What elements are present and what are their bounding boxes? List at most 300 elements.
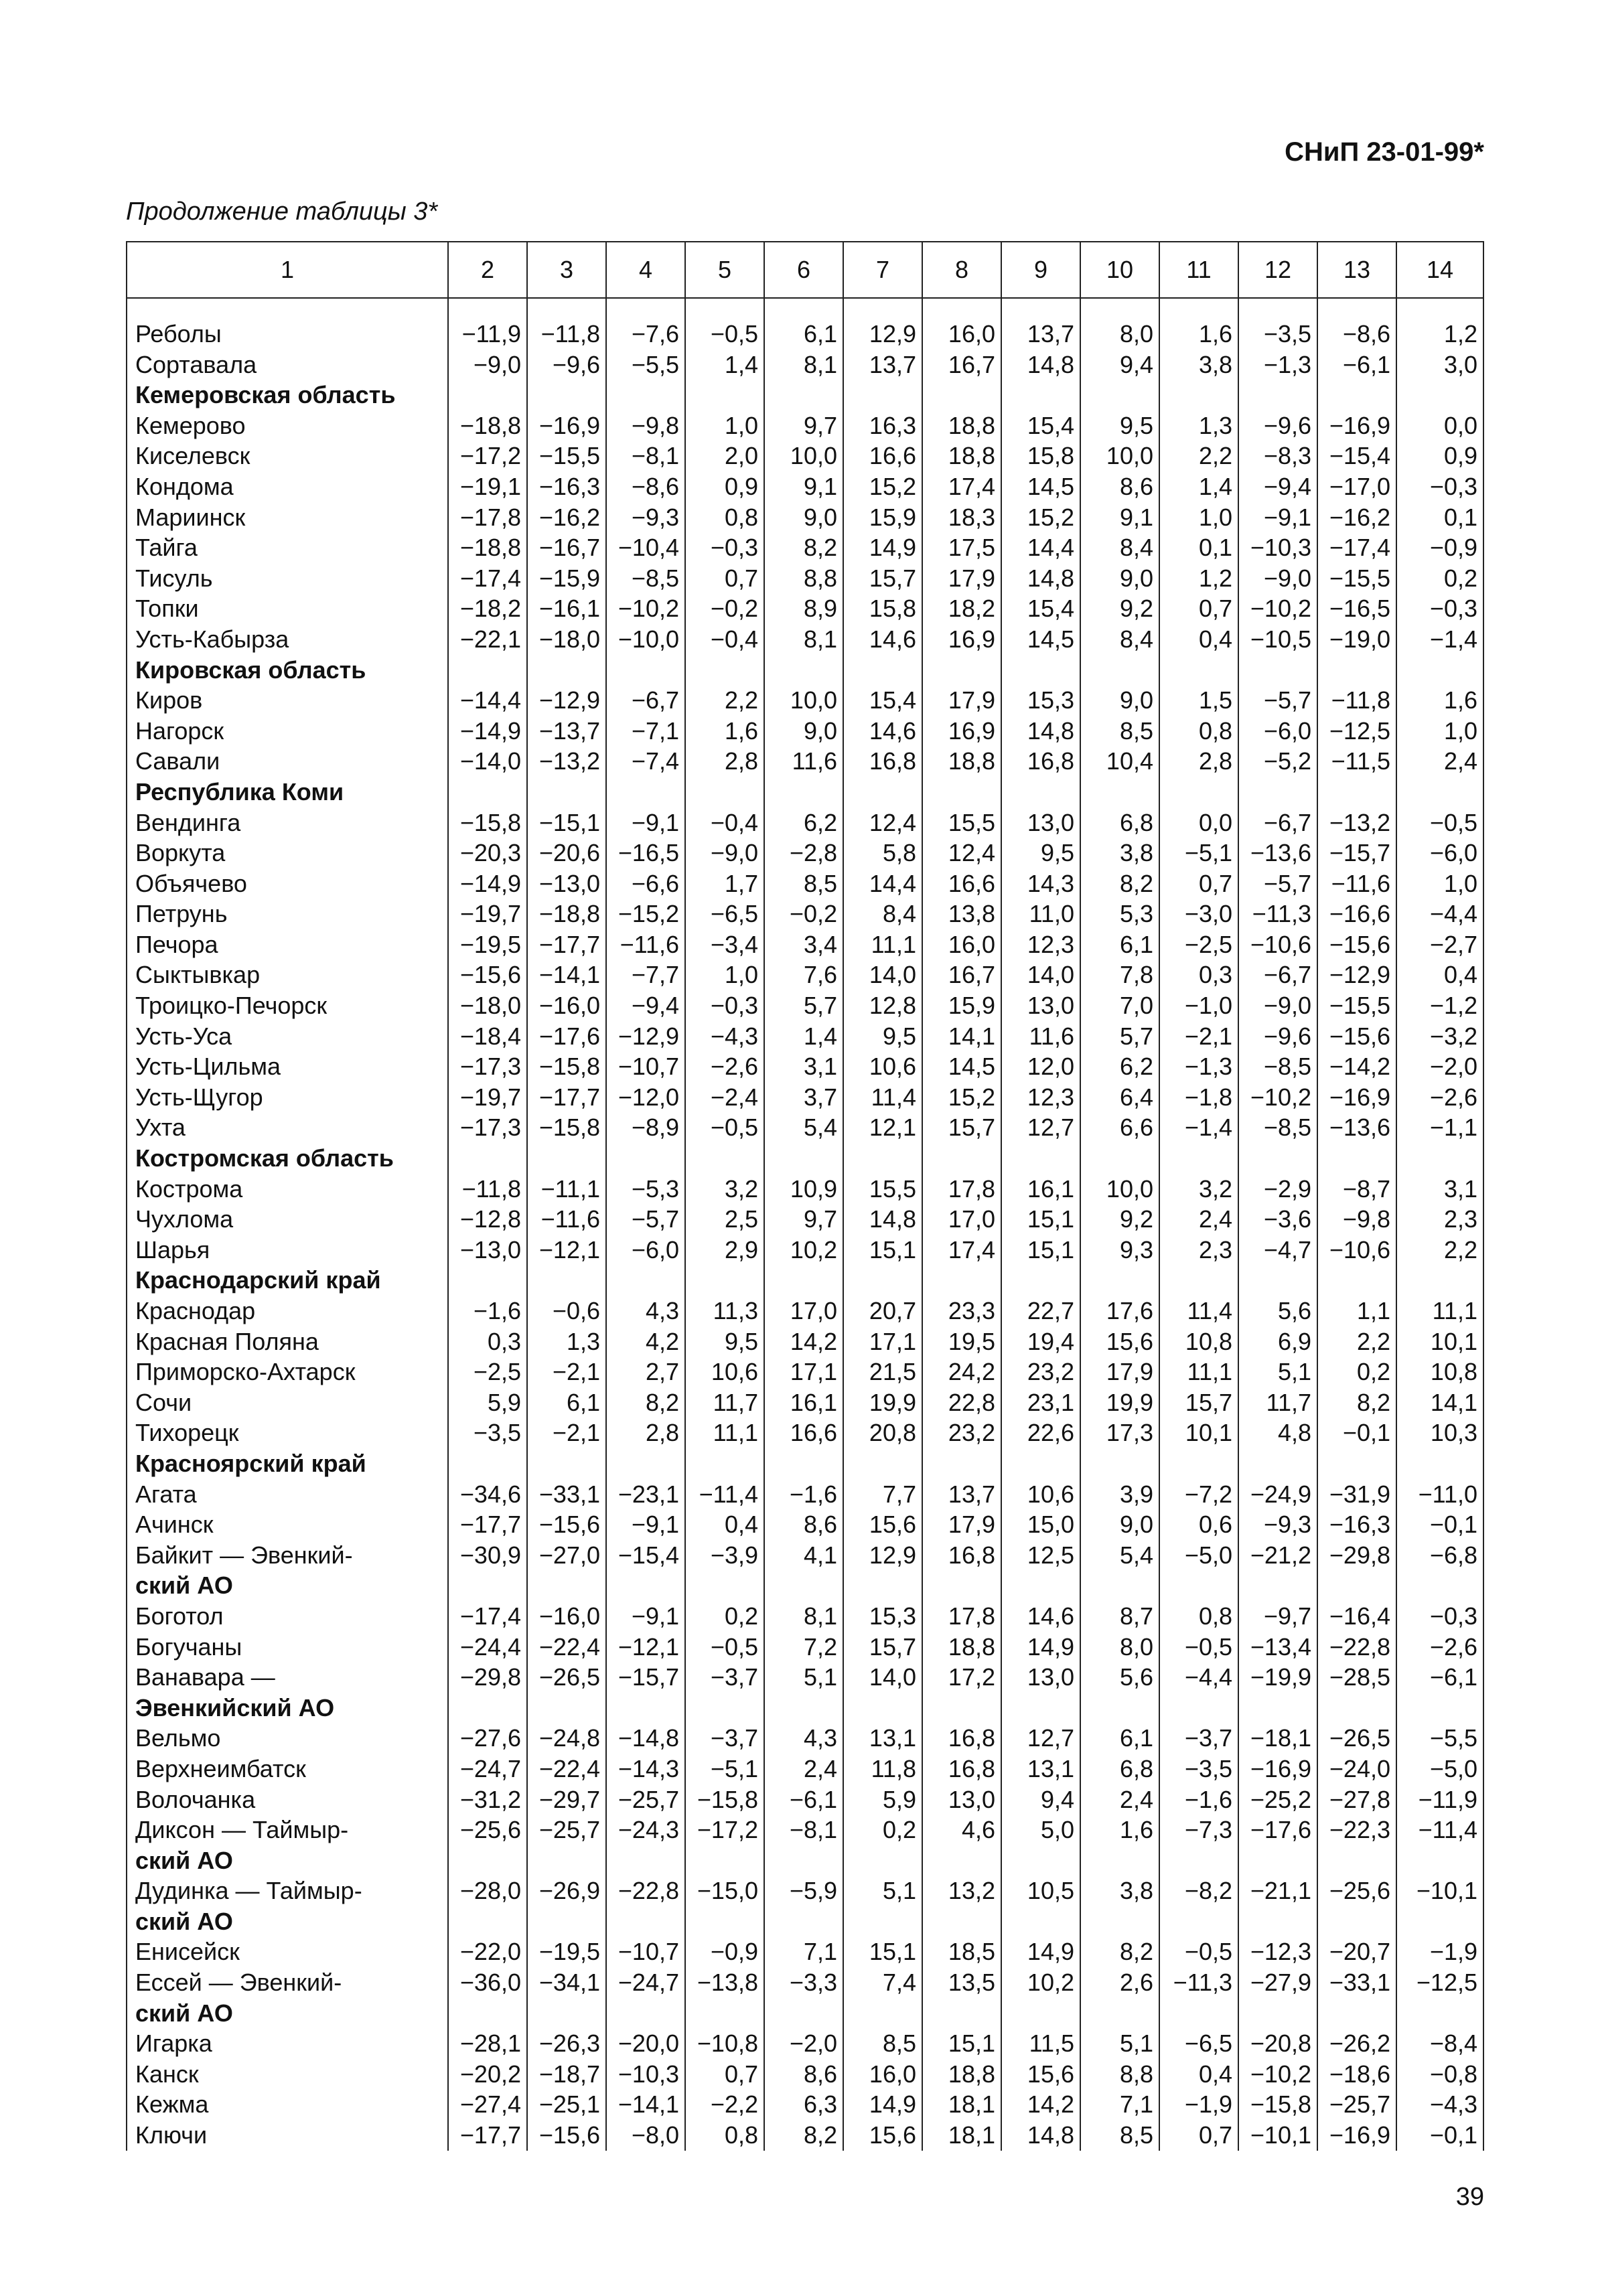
value-cell: 17,3 <box>1080 1418 1159 1448</box>
value-cell <box>764 1906 843 1937</box>
value-cell: 12,8 <box>843 990 922 1021</box>
value-cell: −7,7 <box>606 960 685 990</box>
value-cell: 14,5 <box>922 1051 1001 1082</box>
value-cell: −16,4 <box>1317 1601 1396 1632</box>
value-cell: 15,7 <box>843 563 922 594</box>
value-cell <box>1001 1448 1080 1479</box>
value-cell: −22,8 <box>1317 1632 1396 1663</box>
value-cell: −0,5 <box>1159 1936 1238 1967</box>
value-cell: −13,2 <box>1317 808 1396 838</box>
value-cell: 10,9 <box>764 1174 843 1205</box>
value-cell: −10,6 <box>1238 929 1317 960</box>
value-cell <box>606 655 685 686</box>
region-heading: Красноярский край <box>127 1448 448 1479</box>
location-name: Боготол <box>127 1601 448 1632</box>
value-cell: 7,8 <box>1080 960 1159 990</box>
value-cell: 8,1 <box>764 1601 843 1632</box>
value-cell: 17,1 <box>843 1326 922 1357</box>
value-cell: 1,0 <box>685 410 764 441</box>
value-cell: −6,0 <box>1238 716 1317 747</box>
value-cell: −7,6 <box>606 319 685 350</box>
value-cell: 14,9 <box>1001 1632 1080 1663</box>
table-row <box>127 1784 1483 1815</box>
value-cell: −14,8 <box>606 1723 685 1754</box>
value-cell: 14,9 <box>843 2089 922 2120</box>
value-cell: 14,0 <box>843 960 922 990</box>
value-cell: 10,8 <box>1159 1326 1238 1357</box>
value-cell: −9,7 <box>1238 1601 1317 1632</box>
value-cell: −0,3 <box>1396 471 1483 502</box>
value-cell: −15,4 <box>606 1540 685 1571</box>
value-cell <box>1317 1570 1396 1601</box>
value-cell: 8,5 <box>1080 716 1159 747</box>
location-name: Сочи <box>127 1387 448 1418</box>
value-cell: 6,1 <box>1080 929 1159 960</box>
value-cell: 15,7 <box>1159 1387 1238 1418</box>
value-cell: −8,9 <box>606 1112 685 1143</box>
value-cell: 0,4 <box>685 1509 764 1540</box>
value-cell: 14,5 <box>1001 624 1080 655</box>
value-cell: 18,2 <box>922 593 1001 624</box>
value-cell <box>1159 1448 1238 1479</box>
value-cell: −16,2 <box>1317 502 1396 533</box>
value-cell: −22,1 <box>448 624 527 655</box>
value-cell: 17,8 <box>922 1601 1001 1632</box>
table-row <box>127 1112 1483 1143</box>
value-cell: 14,3 <box>1001 868 1080 899</box>
value-cell: −5,2 <box>1238 746 1317 777</box>
value-cell <box>764 1448 843 1479</box>
value-cell: −12,3 <box>1238 1936 1317 1967</box>
value-cell: −2,6 <box>685 1051 764 1082</box>
value-cell: −22,0 <box>448 1936 527 1967</box>
location-name: Мариинск <box>127 502 448 533</box>
value-cell: 1,6 <box>1159 319 1238 350</box>
value-cell <box>1080 1693 1159 1724</box>
section-row <box>127 655 1483 686</box>
value-cell: −18,8 <box>448 532 527 563</box>
value-cell <box>1317 1906 1396 1937</box>
value-cell: 16,0 <box>922 319 1001 350</box>
value-cell: 23,2 <box>1001 1357 1080 1387</box>
value-cell: 14,8 <box>1001 2120 1080 2151</box>
column-header: 6 <box>764 242 843 298</box>
value-cell: −0,6 <box>527 1296 606 1326</box>
value-cell <box>764 655 843 686</box>
value-cell <box>1396 1570 1483 1601</box>
value-cell: −18,6 <box>1317 2059 1396 2090</box>
value-cell: −17,6 <box>527 1021 606 1052</box>
value-cell: 0,9 <box>1396 441 1483 471</box>
value-cell <box>1159 1998 1238 2029</box>
value-cell <box>527 655 606 686</box>
location-name: ский АО <box>127 1845 448 1876</box>
table-row <box>127 1845 1483 1876</box>
value-cell: −15,0 <box>685 1876 764 1906</box>
value-cell <box>922 1693 1001 1724</box>
value-cell <box>764 777 843 808</box>
value-cell <box>448 1143 527 1174</box>
value-cell: −9,0 <box>1238 990 1317 1021</box>
value-cell <box>1238 1448 1317 1479</box>
table-row <box>127 1754 1483 1784</box>
value-cell: 9,5 <box>843 1021 922 1052</box>
value-cell: −22,4 <box>527 1632 606 1663</box>
value-cell: 0,8 <box>1159 716 1238 747</box>
value-cell: 17,9 <box>1080 1357 1159 1387</box>
value-cell <box>843 777 922 808</box>
value-cell: −9,6 <box>1238 410 1317 441</box>
value-cell <box>843 1265 922 1296</box>
value-cell: 16,3 <box>843 410 922 441</box>
value-cell: −15,6 <box>448 960 527 990</box>
value-cell <box>448 1570 527 1601</box>
value-cell: 4,6 <box>922 1815 1001 1845</box>
value-cell: −13,8 <box>685 1967 764 1998</box>
value-cell: 13,2 <box>922 1876 1001 1906</box>
value-cell <box>843 655 922 686</box>
value-cell: −4,4 <box>1159 1662 1238 1693</box>
value-cell: 0,3 <box>448 1326 527 1357</box>
value-cell: 1,3 <box>527 1326 606 1357</box>
value-cell: 14,4 <box>843 868 922 899</box>
location-name: Усть-Щугор <box>127 1082 448 1113</box>
value-cell: −3,5 <box>448 1418 527 1448</box>
value-cell: 22,7 <box>1001 1296 1080 1326</box>
value-cell: 14,6 <box>1001 1601 1080 1632</box>
value-cell <box>1317 777 1396 808</box>
value-cell <box>922 777 1001 808</box>
value-cell: −33,1 <box>1317 1967 1396 1998</box>
value-cell: 17,1 <box>764 1357 843 1387</box>
value-cell: 8,7 <box>1080 1601 1159 1632</box>
value-cell: −24,8 <box>527 1723 606 1754</box>
value-cell: 0,7 <box>1159 868 1238 899</box>
value-cell: −11,3 <box>1159 1967 1238 1998</box>
value-cell: −10,7 <box>606 1051 685 1082</box>
table-row <box>127 1723 1483 1754</box>
value-cell: −15,8 <box>527 1112 606 1143</box>
value-cell: −11,8 <box>527 319 606 350</box>
value-cell: 1,0 <box>685 960 764 990</box>
value-cell: 15,1 <box>1001 1204 1080 1235</box>
value-cell: 2,8 <box>606 1418 685 1448</box>
location-name: Богучаны <box>127 1632 448 1663</box>
value-cell: 1,0 <box>1396 716 1483 747</box>
value-cell: 6,3 <box>764 2089 843 2120</box>
value-cell: −3,6 <box>1238 1204 1317 1235</box>
value-cell: −15,1 <box>527 808 606 838</box>
value-cell: −15,5 <box>1317 563 1396 594</box>
value-cell: 5,9 <box>448 1387 527 1418</box>
location-name: Сортавала <box>127 350 448 380</box>
value-cell: 11,4 <box>843 1082 922 1113</box>
value-cell: 11,0 <box>1001 899 1080 929</box>
value-cell: 1,0 <box>1396 868 1483 899</box>
value-cell: −24,7 <box>606 1967 685 1998</box>
value-cell: 16,8 <box>843 746 922 777</box>
value-cell: 10,1 <box>1396 1326 1483 1357</box>
value-cell: −6,5 <box>685 899 764 929</box>
value-cell: 7,1 <box>764 1936 843 1967</box>
table-row <box>127 868 1483 899</box>
table-row <box>127 990 1483 1021</box>
value-cell: 0,7 <box>1159 593 1238 624</box>
table-row <box>127 1936 1483 1967</box>
value-cell <box>448 1448 527 1479</box>
value-cell: −4,3 <box>1396 2089 1483 2120</box>
table-row <box>127 532 1483 563</box>
value-cell: −0,3 <box>1396 593 1483 624</box>
value-cell: −25,7 <box>606 1784 685 1815</box>
value-cell: −20,8 <box>1238 2028 1317 2059</box>
value-cell: −21,2 <box>1238 1540 1317 1571</box>
value-cell: −3,9 <box>685 1540 764 1571</box>
value-cell: 14,8 <box>1001 350 1080 380</box>
value-cell: −12,1 <box>527 1235 606 1266</box>
location-name: Байкит — Эвенкий- <box>127 1540 448 1571</box>
value-cell: −9,8 <box>606 410 685 441</box>
table-row <box>127 1296 1483 1326</box>
value-cell: −8,6 <box>1317 319 1396 350</box>
value-cell: 5,6 <box>1238 1296 1317 1326</box>
section-row <box>127 380 1483 410</box>
value-cell: −9,4 <box>1238 471 1317 502</box>
location-name: ский АО <box>127 1998 448 2029</box>
value-cell: −12,8 <box>448 1204 527 1235</box>
value-cell: 0,6 <box>1159 1509 1238 1540</box>
value-cell: −31,9 <box>1317 1479 1396 1510</box>
value-cell <box>1317 1448 1396 1479</box>
value-cell: 14,2 <box>1001 2089 1080 2120</box>
value-cell: −10,3 <box>606 2059 685 2090</box>
value-cell: −0,5 <box>685 319 764 350</box>
value-cell: −15,5 <box>1317 990 1396 1021</box>
value-cell: −14,1 <box>527 960 606 990</box>
value-cell: −2,6 <box>1396 1082 1483 1113</box>
value-cell: −17,3 <box>448 1051 527 1082</box>
value-cell: −8,0 <box>606 2120 685 2151</box>
value-cell: 8,6 <box>1080 471 1159 502</box>
value-cell: 18,5 <box>922 1936 1001 1967</box>
value-cell: −9,0 <box>448 350 527 380</box>
value-cell: 5,1 <box>1238 1357 1317 1387</box>
value-cell: 1,1 <box>1317 1296 1396 1326</box>
value-cell <box>1396 1265 1483 1296</box>
value-cell: 15,6 <box>1080 1326 1159 1357</box>
value-cell: 9,1 <box>1080 502 1159 533</box>
value-cell: −25,6 <box>1317 1876 1396 1906</box>
value-cell: 15,4 <box>1001 410 1080 441</box>
value-cell: 19,9 <box>843 1387 922 1418</box>
value-cell <box>1080 380 1159 410</box>
value-cell: 0,4 <box>1396 960 1483 990</box>
value-cell: 9,4 <box>1001 1784 1080 1815</box>
value-cell: 16,8 <box>922 1723 1001 1754</box>
value-cell <box>606 1693 685 1724</box>
value-cell: 13,0 <box>1001 990 1080 1021</box>
value-cell: 11,1 <box>1159 1357 1238 1387</box>
value-cell: −20,0 <box>606 2028 685 2059</box>
value-cell: −8,3 <box>1238 441 1317 471</box>
value-cell: −27,0 <box>527 1540 606 1571</box>
value-cell: −0,5 <box>685 1632 764 1663</box>
value-cell: −16,2 <box>527 502 606 533</box>
value-cell: −12,1 <box>606 1632 685 1663</box>
value-cell: −3,7 <box>1159 1723 1238 1754</box>
value-cell <box>1317 655 1396 686</box>
value-cell: 15,9 <box>843 502 922 533</box>
value-cell: −13,6 <box>1238 838 1317 868</box>
value-cell: −18,8 <box>448 410 527 441</box>
value-cell <box>922 1265 1001 1296</box>
value-cell: 8,2 <box>764 2120 843 2151</box>
value-cell: 9,0 <box>1080 1509 1159 1540</box>
value-cell: 2,6 <box>1080 1967 1159 1998</box>
column-header: 7 <box>843 242 922 298</box>
value-cell: −2,9 <box>1238 1174 1317 1205</box>
value-cell: −0,4 <box>685 624 764 655</box>
value-cell: 17,9 <box>922 563 1001 594</box>
value-cell: 24,2 <box>922 1357 1001 1387</box>
value-cell: 4,3 <box>764 1723 843 1754</box>
value-cell: 11,6 <box>764 746 843 777</box>
value-cell: 2,8 <box>1159 746 1238 777</box>
location-name: Волочанка <box>127 1784 448 1815</box>
value-cell: −15,4 <box>1317 441 1396 471</box>
value-cell: −25,7 <box>527 1815 606 1845</box>
value-cell: −0,5 <box>1159 1632 1238 1663</box>
climate-table <box>126 241 1484 2151</box>
value-cell: 23,2 <box>922 1418 1001 1448</box>
value-cell: −7,2 <box>1159 1479 1238 1510</box>
value-cell <box>685 1143 764 1174</box>
table-row <box>127 1693 1483 1724</box>
location-name: ский АО <box>127 1570 448 1601</box>
value-cell: −24,0 <box>1317 1754 1396 1784</box>
value-cell: 7,6 <box>764 960 843 990</box>
column-header: 1 <box>127 242 448 298</box>
location-name: Киселевск <box>127 441 448 471</box>
value-cell <box>1159 655 1238 686</box>
value-cell: 10,8 <box>1396 1357 1483 1387</box>
value-cell <box>1238 380 1317 410</box>
value-cell <box>1159 1570 1238 1601</box>
value-cell: 9,5 <box>1001 838 1080 868</box>
value-cell: 0,0 <box>1396 410 1483 441</box>
value-cell: 17,6 <box>1080 1296 1159 1326</box>
table-header-row <box>127 242 1483 298</box>
location-name: Сыктывкар <box>127 960 448 990</box>
value-cell: 5,8 <box>843 838 922 868</box>
value-cell: 1,0 <box>1159 502 1238 533</box>
value-cell <box>764 1143 843 1174</box>
value-cell: 14,0 <box>843 1662 922 1693</box>
value-cell: 0,2 <box>843 1815 922 1845</box>
value-cell: −22,3 <box>1317 1815 1396 1845</box>
value-cell: 2,2 <box>685 685 764 716</box>
value-cell: −9,4 <box>606 990 685 1021</box>
value-cell <box>527 777 606 808</box>
value-cell <box>1001 1143 1080 1174</box>
value-cell: 5,0 <box>1001 1815 1080 1845</box>
value-cell: 13,5 <box>922 1967 1001 1998</box>
location-name: Кострома <box>127 1174 448 1205</box>
location-name: Ухта <box>127 1112 448 1143</box>
value-cell: 1,7 <box>685 868 764 899</box>
value-cell: −6,1 <box>764 1784 843 1815</box>
value-cell: −16,5 <box>606 838 685 868</box>
value-cell: −34,6 <box>448 1479 527 1510</box>
table-row <box>127 1387 1483 1418</box>
value-cell: 11,6 <box>1001 1021 1080 1052</box>
value-cell: −26,9 <box>527 1876 606 1906</box>
value-cell: −11,8 <box>1317 685 1396 716</box>
value-cell: −1,9 <box>1159 2089 1238 2120</box>
value-cell: 14,8 <box>843 1204 922 1235</box>
value-cell: 16,8 <box>922 1754 1001 1784</box>
value-cell <box>922 380 1001 410</box>
value-cell: 8,8 <box>764 563 843 594</box>
value-cell: 22,6 <box>1001 1418 1080 1448</box>
table-row <box>127 2028 1483 2059</box>
value-cell: −9,3 <box>606 502 685 533</box>
table-row <box>127 1082 1483 1113</box>
location-name: Усть-Цильма <box>127 1051 448 1082</box>
value-cell: −11,9 <box>1396 1784 1483 1815</box>
value-cell: −27,4 <box>448 2089 527 2120</box>
value-cell: −10,8 <box>685 2028 764 2059</box>
location-name: Вельмо <box>127 1723 448 1754</box>
value-cell: −6,7 <box>606 685 685 716</box>
value-cell: −28,0 <box>448 1876 527 1906</box>
value-cell: 16,6 <box>922 868 1001 899</box>
value-cell: 9,7 <box>764 410 843 441</box>
value-cell: 14,9 <box>843 532 922 563</box>
section-row <box>127 1448 1483 1479</box>
value-cell: 16,8 <box>922 1540 1001 1571</box>
value-cell: 8,2 <box>1080 1936 1159 1967</box>
value-cell <box>606 1845 685 1876</box>
table-row <box>127 2120 1483 2151</box>
value-cell: −16,0 <box>527 1601 606 1632</box>
value-cell <box>1317 380 1396 410</box>
location-name: Агата <box>127 1479 448 1510</box>
value-cell: 8,8 <box>1080 2059 1159 2090</box>
value-cell <box>448 380 527 410</box>
value-cell: 6,2 <box>764 808 843 838</box>
value-cell: 1,6 <box>1396 685 1483 716</box>
value-cell: 5,4 <box>764 1112 843 1143</box>
value-cell: 16,1 <box>764 1387 843 1418</box>
value-cell: 0,8 <box>685 502 764 533</box>
value-cell <box>922 1570 1001 1601</box>
value-cell: −16,7 <box>527 532 606 563</box>
value-cell: 10,3 <box>1396 1418 1483 1448</box>
value-cell: −20,6 <box>527 838 606 868</box>
location-name: Приморско-Ахтарск <box>127 1357 448 1387</box>
value-cell: 10,5 <box>1001 1876 1080 1906</box>
value-cell: −19,1 <box>448 471 527 502</box>
value-cell <box>1238 1693 1317 1724</box>
value-cell: −0,5 <box>1396 808 1483 838</box>
value-cell: 10,0 <box>764 441 843 471</box>
value-cell: −17,7 <box>448 2120 527 2151</box>
value-cell: −19,0 <box>1317 624 1396 655</box>
value-cell <box>1238 777 1317 808</box>
value-cell: −8,1 <box>606 441 685 471</box>
value-cell: −5,7 <box>606 1204 685 1235</box>
